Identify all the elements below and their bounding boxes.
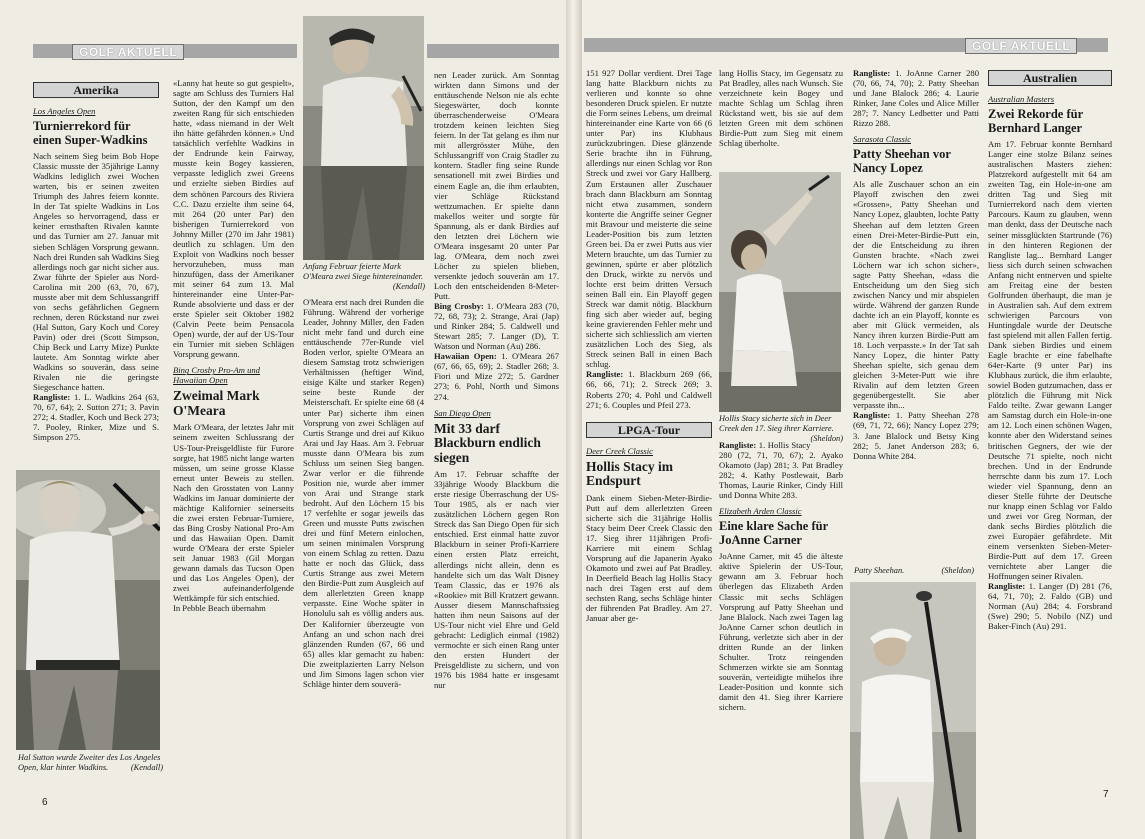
page-number: 7 <box>1103 789 1109 800</box>
article-category: Sarasota Classic <box>853 134 912 145</box>
ranking <box>988 581 1112 631</box>
ranking-text: 1. Langer (D) 281 (76, 64, 71, 70); 2. Faldo (GB) und Norman (Au) 284; 4. Forsbrand (Swe) 290; 5. Nobilo (NZ) und Baker-Finch (Au) 291. <box>988 581 1112 632</box>
article-category: Australian Masters <box>988 94 1055 105</box>
article-headline: Mit 33 darf Blackburn endlich siegen <box>434 420 541 465</box>
column-2 <box>173 78 294 613</box>
ranking-text: 1. Patty Sheehan 278 (69, 71, 72, 66); Nancy Lopez 279; 3. Jane Blalock und Betsy King 282; 5. Janet Anderson 283; 6. Donna White 284. <box>853 410 979 461</box>
article-category: Bing Crosby Pro-Am und Hawaiian Open <box>173 365 260 386</box>
ranking-text: 1. L. Wadkins 264 (63, 70, 67, 64); 2. Sutton 271; 3. Pavin 272; 4. Stadler, Koch und Beck 273; 7. Pooley, Rinker, Mize und S. Simpson 275. <box>33 392 159 443</box>
ranking-label: Bing Crosby: <box>434 301 484 312</box>
article-headline: Eine klare Sache für JoAnne Carner <box>719 519 828 547</box>
ranking <box>853 410 979 460</box>
ranking-label: Hawaiian Open: <box>434 351 497 362</box>
photo-patty-sheehan <box>850 582 976 839</box>
ranking-label: Rangliste: <box>33 392 71 403</box>
column-2-top <box>719 68 843 148</box>
left-page <box>0 0 566 839</box>
ranking-label: Rangliste: <box>988 581 1026 592</box>
article-headline: Turnierrekord für einen Super-Wadkins <box>33 119 148 147</box>
column-1 <box>33 80 159 442</box>
section-header: GOLF AKTUELL <box>965 38 1077 54</box>
ranking <box>434 351 559 401</box>
article-body: Als alle Zuschauer schon an ein Playoff zwischen den zwei «Grossen», Patty Sheehan und Nancy Lopez, glaubten, lochte Patty Sheehan auf dem letzten Green einen Drei-Meter-Birdie-Putt ein, der die Entscheidung zu ihren Gunsten brachte. «Nach zwei Löchern war ich schon sicher», sagte Patty Sheehan, «dass die Entscheidung um den Sieg sich zwischen Nancy und mir abspielen würde. Während der ganzen Runde dachte ich an ein Playoff, konnte es aber mit Glück vermeiden, als Nancy ihren kurzen Birdie-Putt am 18. Loch verpasste.» In der Tat sah Nancy Lopez, die hinter Patty Sheehan spielte, sich genau dem gleichen 3-Meter-Putt wie ihre Rivalin auf dem letzten Green gegenübergestellt. Sie aber verpasste ihn... <box>853 179 979 411</box>
caption-text: Patty Sheehan. <box>854 566 905 575</box>
column-4 <box>988 68 1112 631</box>
ranking-label: Rangliste: <box>586 369 624 380</box>
gutter <box>566 0 582 839</box>
article-headline: Zwei Rekorde für Bernhard Langer <box>988 107 1083 135</box>
caption-text: Anfang Februar feierte Mark O'Meara zwei Siege hintereinander. <box>303 262 424 281</box>
article-category: Los Angeles Open <box>33 106 96 117</box>
ranking <box>586 369 712 409</box>
ranking <box>434 301 559 351</box>
right-page <box>582 0 1145 839</box>
photo-caption <box>303 262 425 292</box>
photo-hal-sutton <box>16 470 160 750</box>
article-body: nen Leader zurück. Am Sonntag wirkten dann Simons und der enttäuschende Nelson nie als echte Siegeswärter, doch konnte überraschenderweise O'Meara trotzdem keinen leichten Sieg feiern. In der Tat gelang es ihm nur mit allergrösster Mühe, den Schlussangriff von Craig Stadler zu kontern. Stadler fing seine Runde sensationell mit zwei Birdies und einem Eagle an, die ihm erlaubten, vier Schläge Rückstand wettzumachen. Er spielte dann makellos weiter und sorgte für Spannung, als er dank Birdies auf den letzten drei Löchern wie O'Meara insgesamt 20 unter Par lag. O'Meara, dem noch zwei Löcher zu spielen blieben, versenkte jedoch souverän am 17. Loch den entscheidenden 8-Meter-Putt. <box>434 70 559 302</box>
article-body: lang Hollis Stacy, im Gegensatz zu Pat Bradley, alles nach Wunsch. Sie verzeichnete kein Bogey und machte Schlag um Schlag ihren Rückstand wett, bis sie auf dem letzten Green mit dem schönen Birdie-Putt zum Sieg mit einem Schlag überholte. <box>719 68 843 149</box>
ranking <box>853 68 979 128</box>
article-body: Am 17. Februar schaffte der 33jährige Woody Blackburn die erste riesige Überraschung der US-Tour 1985, als er nach vier zusätzlichen Löchern gegen Ron Streck das San Diego Open für sich entschied. Erst einmal hatte zuvor Blackburn in seiner Profi-Karriere einen ersten Platz erreicht, allerdings nicht allein, denn es handelte sich um das Walt Disney Team Classic, das er 1976 als «Rookie» mit Bill Kratzert gewann. Ausser diesem Mannschaftssieg hatten ihm neun Saisons auf der US-Tour nicht viel Ehre und Geld gebracht: Lediglich einmal (1982) vermochte er sich einen Rang unter den ersten Hundert der Preisgeldliste zu sichern, und von 1976 bis 1984 hatte er insgesamt nur <box>434 469 559 691</box>
photo-credit: (Sheldon) <box>941 566 974 575</box>
region-box: Australien <box>988 70 1112 86</box>
article-category: Deer Creek Classic <box>586 445 653 456</box>
header-bar-right <box>427 44 559 58</box>
region-box: LPGA-Tour <box>586 422 712 438</box>
photo-credit: (Kendall) <box>392 282 425 291</box>
section-header: GOLF AKTUELL <box>72 44 184 60</box>
ranking <box>719 440 843 500</box>
article-headline: Zweimal Mark O'Meara <box>173 388 260 418</box>
article-body: JoAnne Carner, mit 45 die älteste aktive Spielerin der US-Tour, gewann am 3. Februar hoch überlegen das Elizabeth Arden Classic mit sechs Schlägen Vorsprung auf Patty Sheehan und Jane Blalock. Nach zwei Tagen lag JoAnne Carner schon deutlich in Führung, verletzte sich aber in der dritten Runde an der linken Schulter. Trotz reingenden Schmerzen wirkte sie am Sonntag souverän, verteidigte mühelos ihre Leader-Position und konnte sich damit den 41. Sieg ihrer Karriere sichern. <box>719 551 843 713</box>
ranking <box>33 392 159 442</box>
ranking-label: Rangliste: <box>853 410 891 421</box>
photo-hollis-stacy <box>719 172 841 412</box>
column-3 <box>303 297 424 689</box>
ranking-label: Rangliste: <box>853 68 891 78</box>
article-continued: «Lanny hat heute so gut gespielt», sagte am Schluss des Turniers Hal Sutton, der den Kampf um den zweiten Rang für sich entschieden hatte, «dass niemand in der Welt ihn hätte gefährden können.» Und tatsächlich verfehlte Wadkins in der Endrunde kein Fairway, musste kein Bogey kassieren, verpasste lediglich zwei Greens und erzielte sieben Birdies auf dem schönen Parcours des Riviera C.C. Dazu erzielte ihm seine 64, mit 264 (20 unter Par) den bisherigen Turnierrekord von Johnny Miller (270 im Jahr 1981) deutlich zu schlagen. Um den Exploit von Wadkins noch besser hervorzuheben, muss man hinzufügen, dass der Amerikaner mit seiner 64 zum 13. Mal hintereinander eine Unter-Par-Runde absolvierte und dass er der erste Spieler seit Oktober 1982 (Calvin Peete beim Pensacola Open) wurde, der auf der US-Tour ein Turnier mit sieben Schlägen Vorsprung gewann. <box>173 78 294 360</box>
caption-text: Hal Sutton wurde Zweiter des Los Angeles Open, klar hinter Wadkins. <box>18 753 161 772</box>
article-tail: In Pebble Beach übernahm <box>173 603 266 614</box>
photo-caption <box>18 753 163 773</box>
photo-mark-omeara <box>303 16 424 260</box>
article-body: O'Meara erst nach drei Runden die Führung. Während der vorherige Leader, Johnny Miller, den Faden nicht mehr fand und durch eine enttäuschende 77er-Runde viel Boden verlor, spielte O'Meara an diesem Samstag trotz schwierigen Verhältnissen (heftiger Wind, eisige Kälte und starker Regen) seine beste Runde der Meisterschaft. Er spielte eine 68 (4 unter Par) sicherte ihm einen Vorsprung von zwei Schlägen auf Curtis Strange und drei auf Kikuo Arai und Jay Haas. Am 3. Februar musste dann O'Meara bis zum Schluss um seinen Sieg bangen. Zwar verlor er die führende Position nie, wurde aber immer von Arai und Strange stark bedroht. Auf den Löchern 15 bis 17 verfehlte er sogar jeweils das Green und musste Putts zwischen drei und fünf Metern einlochen, um seinen minimalen Vorsprung von einem Schlag zu retten. Dazu hatte er noch das Glück, dass Curtis Strange aus zwei Metern den Birdie-Putt zum Ausgleich auf dem allerletzten Green knapp verpasste. Eine Woche später in Honolulu sah es völlig anders aus. Der Kalifornier überzeugte von Anfang an und schon nach drei glänzenden Runden (67, 66 und 65) alles klar gemacht zu haben: Die zweitplazierten Larry Nelson und Jim Simons lagen schon vier Schläge hinter dem souverä- <box>303 297 424 689</box>
ranking-label: Rangliste: <box>719 440 757 450</box>
page-number: 6 <box>42 797 48 808</box>
column-4 <box>434 70 559 690</box>
article-body: Mark O'Meara, der letztes Jahr mit seinem zweiten Schlussrang der US-Tour-Preisgeldliste für Furore sorgte, hat 1985 nicht lange warten müssen, um seine grosse Klasse erneut unter Beweis zu stellen. Nach den Grosstaten von Lanny Wadkins im Januar dominierte der mächtige Kalifornier seinerseits die zwei ersten Februar-Turniere, das Bing Crosby National Pro-Am und das Hawaiian Open. Damit wurde O'Meara der erste Spieler seit Januar 1983 (Gil Morgan gewann damals das Tucson Open und das Los Angeles Open), der zwei aufeinanderfolgende Wettkämpfe für sich entschied. <box>173 422 294 604</box>
article-body: 151 927 Dollar verdient. Drei Tage lang hatte Blackburn nichts zu verlieren und konnte so ohne besonderen Druck spielen. Er nutzte die Form seines Lebens, um dreimal hintereinander eine Karte von 66 (6 unter Par) ins Klubhaus zurückzubringen. Diese glänzende Serie brachte ihn in Führung, allerdings nur einen Schlag vor Ron Streck und zwei vor Gary Hallberg. Zum Erstaunen aller Zuschauer brach dann Blackburn am Sonntag nicht etwa zusammen, sondern konterte die Angriffe seiner Gegner mit Bravour und meisterte die seine Leader-Position bis zum letzten Green bei. Da er zwei Putts aus vier Metern brauchte, um das Turnier zu gewinnen, spürte er aber plötzlich den Druck, wirkte zu nervös und lochte erst beim dritten Versuch seinen Ball ein. Ein Playoff gegen Streck war damit nötig. Blackburn fing sich aber wieder auf, beging keine gravierenden Fehler mehr und sicherte sich schliesslich am vierten zusätzlichen Loch des Sieg, als Streck seinen Ball in einen Bach schlug. <box>586 68 712 370</box>
article-category: San Diego Open <box>434 407 491 418</box>
article-body: Dank einem Sieben-Meter-Birdie-Putt auf dem allerletzten Green sicherte sich die 31jährige Hollis Stacy beim Deer Creek Classic den 17. Sieg ihrer 11jährigen Profi-Karriere mit einem Schlag Vorsprung auf die Japanerin Ayako Okamoto und zwei auf Pat Bradley. In Deerfield Beach lag Hollis Stacy nach drei Tagen erst auf dem sechsten Rang, sechs Schläge hinter der führenden Pat Bradley. Am 27. Januar aber ge- <box>586 492 712 624</box>
article-headline: Hollis Stacy im Endspurt <box>586 458 673 489</box>
article-category: Elizabeth Arden Classic <box>719 506 802 517</box>
ranking-text: 1. JoAnne Carner 280 (70, 66, 74, 70); 2. Patty Sheehan und Jane Blalock 286; 4. Laurie Rinker, Jane Coles und Alice Miller 287; 7. Nancy Ledbetter und Patti Rizzo 288. <box>853 68 979 129</box>
ranking-text: 1. Hollis Stacy 280 (72, 71, 70, 67); 2. Ayako Okamoto (Jap) 281; 3. Pat Bradley 282; 4. Kathy Postlewait, Barb Thomas, Laurie Rinker, Cindy Hill und Donna White 283. <box>719 440 843 501</box>
photo-credit: (Sheldon) <box>810 434 843 443</box>
photo-credit: (Kendall) <box>130 763 163 772</box>
ranking-text: 1. O'Meara 267 (67, 66, 65, 69); 2. Stadler 268; 3. Fiori und Mize 272; 5. Gardner 273; 6. Pohl, North und Simons 274. <box>434 351 559 402</box>
column-1 <box>586 68 712 623</box>
caption-text: Hollis Stacy sicherte sich in Deer Creek den 17. Sieg ihrer Karriere. <box>719 414 834 433</box>
article-headline: Patty Sheehan vor Nancy Lopez <box>853 147 951 175</box>
photo-caption <box>719 414 843 443</box>
photo-caption <box>854 566 974 576</box>
region-box: Amerika <box>33 82 159 98</box>
column-3 <box>853 68 979 461</box>
article-body: Am 17. Februar konnte Bernhard Langer eine stolze Bilanz seines australischen Masters ziehen: Platzrekord aufgestellt mit 64 am zweiten Tag, ein Hole-in-one am dritten Tag und Sieg mit Turnierrekord nach dem vierten Parcours. Kaum zu glauben, wenn man denkt, dass der Deutsche nach seiner missglückten Startrunde (76) in den hinteren Regionen der Rangliste lag... Bernhard Langer liess sich durch seinen schwachen Anfang nicht entnerven und spielte am Freitag eine der besten Golfrunden überhaupt, die man je in Australien sah. Auf dem extrem schwierigen Parcours von Huntingdale wurde der Deutsche fast spielend mit allen Fallen fertig. Dank sieben Birdies und einem Eagle brachte er eine fabelhafte 64er-Karte (9 unter Par) ins Klubhaus zurück, die ihm erlaubte, sowiel Boden gutzumachen, dass er plötzlich die Führung mit Nick Faldo teilte. Zwar gewann Langer am Samstag durch ein Hole-in-one am 12. Loch einen schönen Wagen, konnte aber den Widerstand seines britischen Gegners, der wie der Deutsche 71 spielte, noch nicht brechen. Und in der Endrunde herrschte dann bis zum 17. Loch wieder viel Spannung, denn an dieser Stelle führte der Deutsche nur knapp einen Schlag vor Faldo und zwei vor Greg Norman, der dank sechs Birdies plötzlich die zwei Europäer gefährdete. Mit einem versenkten Sieben-Meter-Birdie-Putt auf dem 17. Green vernichtete aber Langer die Hoffnungen seiner Rivalen. <box>988 139 1112 582</box>
article-body: Nach seinem Sieg beim Bob Hope Classic musste der 35jährige Lanny Wadkins lediglich zwei Wochen warten, bis er seinen zweiten Triumph des Jahres feiern konnte. In der Tat spielte Wadkins in Los Angeles so hervorragend, dass er keiner ernsthaften Rivalen kannte und das Turnier am 27. Januar mit sieben Schlägen Vorsprung gewann. Nach drei Runden sah Wadkins Sieg allerdings noch gar nicht sicher aus. Zwar führte der Spieler aus Nord-Carolina mit 200 (63, 70, 67), musste aber mit dem Schlussangriff von sechs gefährlichen Gegnern rechnen, deren Rückstand nur zwei (Hal Sutton, Gary Koch und Corey Pavin) oder drei (Scott Simpson, Chip Beck und Larry Mize) Punkte lautete. Am Sonntag wirkte aber Wadkins so souverän, dass seine Rivalen nie die geringste Siegeschance hatten. <box>33 151 159 393</box>
ranking-text: 1. O'Meara 283 (70, 72, 68, 73); 2. Strange, Arai (Jap) und Rinker 284; 5. Caldwell und Stewart 285; 7. Langer (D), T. Watson und Norman (Au) 286. <box>434 301 559 352</box>
ranking-text: 1. Blackburn 269 (66, 66, 66, 71); 2. Streck 269; 3. Roberts 270; 4. Pohl und Caldwell 271; 6. Couples und Pfeil 273. <box>586 369 712 410</box>
column-2 <box>719 414 843 712</box>
